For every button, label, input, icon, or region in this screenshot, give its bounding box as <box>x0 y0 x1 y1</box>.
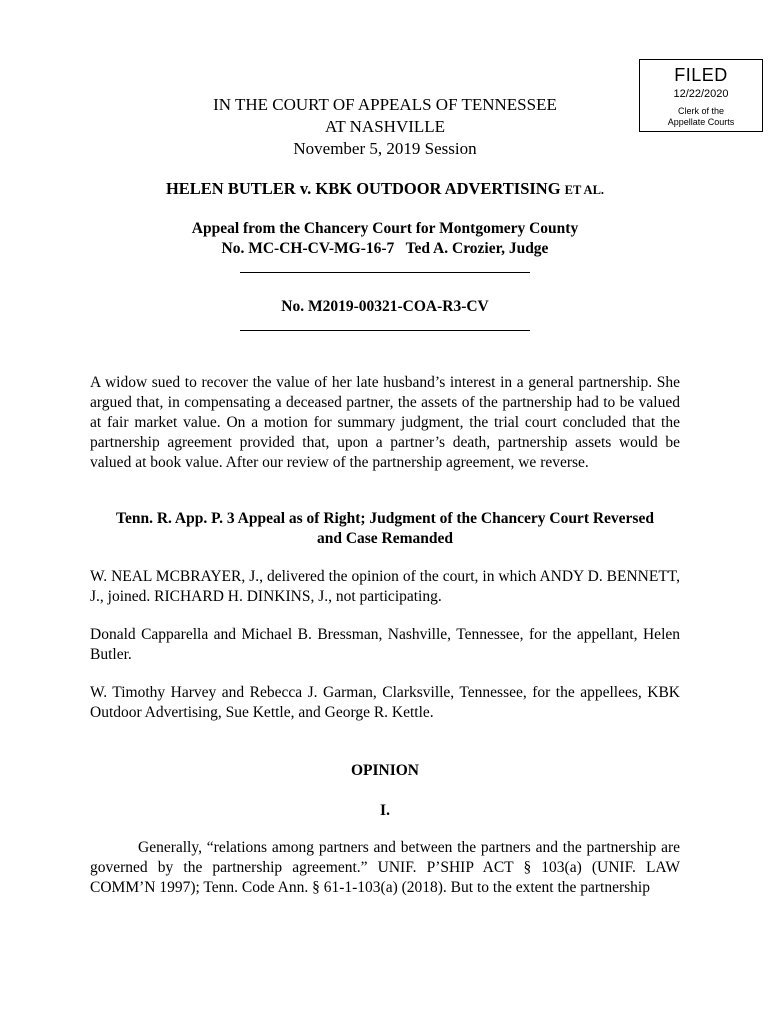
stamp-title: FILED <box>674 65 728 85</box>
caption-defendant: KBK OUTDOOR ADVERTISING <box>315 179 561 198</box>
stamp-clerk-line2: Appellate Courts <box>667 117 735 127</box>
opinion-heading: OPINION <box>350 762 420 779</box>
opinion-body-paragraph: Generally, “relations among partners and between the partners and the partnership are governed by the partnership agreement.” UNIF. P’SHIP ACT § 103(a) (UNIF. LAW COMM’N 1997); Tenn. Code Ann. § 61-1-103(a) (2018). But to the extent the partnership <box>90 839 680 896</box>
divider-bottom <box>240 330 530 331</box>
docket-number: No. M2019-00321-COA-R3-CV <box>281 298 489 315</box>
court-location: AT NASHVILLE <box>324 117 446 136</box>
stamp-date: 12/22/2020 <box>673 88 729 100</box>
authorship-text: W. NEAL MCBRAYER, J., delivered the opinion of the court, in which ANDY D. BENNETT, J., joined. RICHARD H. DINKINS, J., not participating. <box>90 568 680 605</box>
caption-versus: v. <box>299 179 312 198</box>
caption-et-al: ET AL. <box>564 183 605 197</box>
authorship <box>90 567 680 607</box>
case-summary: A widow sued to recover the value of her late husband’s interest in a general partnership. She argued that, in compensating a deceased partner, the assets of the partnership had to be valued at fair market value. On a motion for summary judgment, the trial court concluded that the partnership agreement provided that, upon a partner’s death, partnership assets would be valued at book value. After our review of the partnership agreement, we reverse. <box>90 374 680 471</box>
section-heading: I. <box>380 802 390 819</box>
counsel-appellees: W. Timothy Harvey and Rebecca J. Garman, Clarksville, Tennessee, for the appellees, KBK Outdoor Advertising, Sue Kettle, and George R. Kettle. <box>90 684 680 721</box>
caption-plaintiff: HELEN BUTLER <box>165 179 296 198</box>
disposition-line1: Tenn. R. App. P. 3 Appeal as of Right; Judgment of the Chancery Court Reversed <box>116 510 654 527</box>
court-session: November 5, 2019 Session <box>293 139 477 158</box>
counsel-appellant: Donald Capparella and Michael B. Bressman, Nashville, Tennessee, for the appellant, Helen Butler. <box>90 626 680 663</box>
appeal-from-line: Appeal from the Chancery Court for Montgomery County <box>191 220 579 237</box>
divider-top <box>240 272 530 273</box>
appeal-number-judge: No. MC-CH-CV-MG-16-7 Ted A. Crozier, Judge <box>221 240 549 257</box>
stamp-clerk-line1: Clerk of the <box>677 106 725 116</box>
court-name: IN THE COURT OF APPEALS OF TENNESSEE <box>213 95 557 114</box>
case-caption <box>0 178 770 201</box>
disposition-line2: and Case Remanded <box>316 530 454 547</box>
